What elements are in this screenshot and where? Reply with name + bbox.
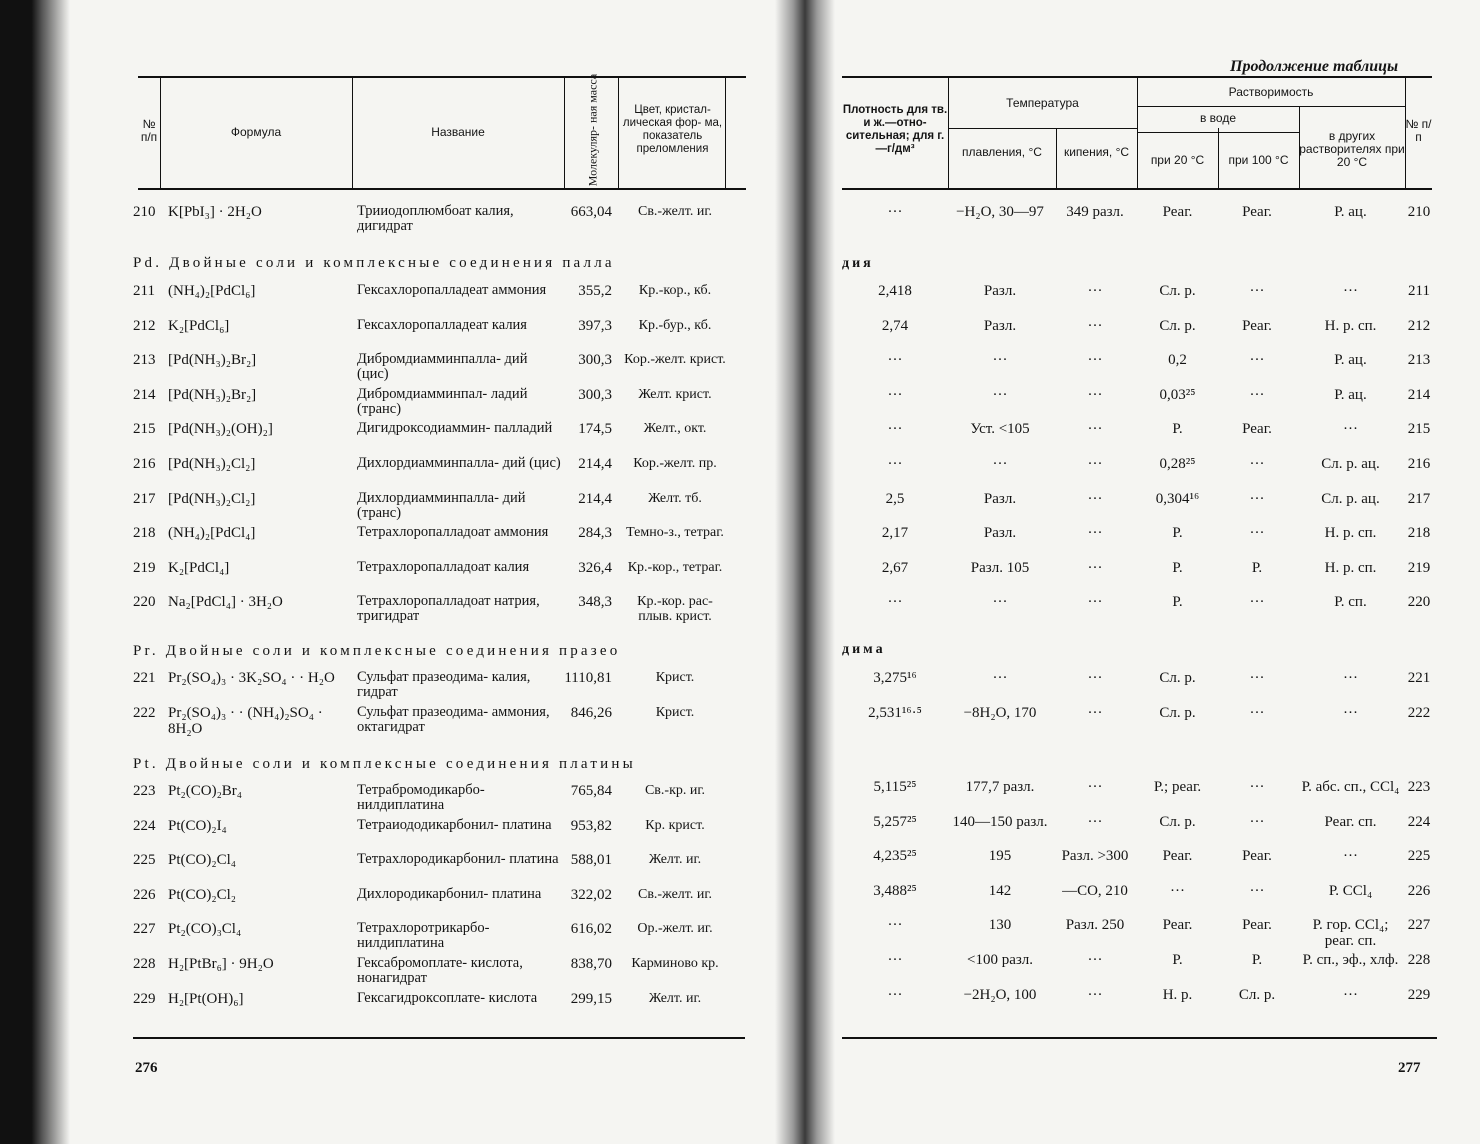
boiling-point: ··· bbox=[1087, 421, 1103, 438]
header-mass-rotated bbox=[573, 73, 613, 187]
melting-point: ··· bbox=[992, 670, 1008, 686]
compound-name: Тетрабромодикарбо- нилдиплатина bbox=[357, 782, 485, 813]
crystal-form: Кор.-желт. пр. bbox=[633, 456, 717, 471]
compound-name: Тетраиододикарбонил- платина bbox=[357, 816, 552, 833]
solubility-100: Сл. р. bbox=[1238, 986, 1276, 1003]
crystal-form: Крист. bbox=[655, 670, 695, 685]
melting-point: ··· bbox=[992, 456, 1008, 472]
crystal-form: Кр.-кор., тетраг. bbox=[627, 559, 723, 575]
row-number-right: 218 bbox=[1407, 525, 1431, 542]
continuation-title: Продолжение таблицы bbox=[1230, 58, 1399, 75]
row-number: 219 bbox=[133, 559, 156, 576]
density: 3,488²⁵ bbox=[873, 882, 917, 899]
header-solubility: Растворимость bbox=[1228, 85, 1314, 99]
boiling-point: ··· bbox=[1087, 952, 1103, 968]
melting-point: 142 bbox=[988, 882, 1012, 899]
boiling-point: ··· bbox=[1087, 559, 1103, 576]
solubility-other: ··· bbox=[1343, 848, 1358, 865]
solubility-100: Реаг. bbox=[1242, 421, 1272, 438]
compound-name: Сульфат празеодима- аммония, октагидрат bbox=[357, 704, 550, 735]
row-number: 215 bbox=[133, 421, 156, 438]
row-number-right: 219 bbox=[1407, 559, 1431, 576]
boiling-point: —CO, 210 bbox=[1062, 882, 1128, 899]
boiling-point: ··· bbox=[1087, 352, 1103, 369]
density: 4,235²⁵ bbox=[873, 848, 917, 865]
solubility-other: ··· bbox=[1343, 670, 1358, 686]
solubility-100: Р. bbox=[1251, 559, 1263, 576]
boiling-point: ··· bbox=[1087, 813, 1103, 830]
header-color: Цвет, кристал- лическая фор- ма, показатель преломления bbox=[622, 104, 723, 155]
solubility-100: ··· bbox=[1249, 352, 1265, 369]
boiling-point: ··· bbox=[1087, 705, 1103, 721]
solubility-other: Н. р. сп. bbox=[1324, 525, 1377, 542]
compound-name: Трииодоплюмбоат калия, дигидрат bbox=[357, 203, 514, 234]
divider bbox=[1137, 106, 1405, 107]
row-number: 214 bbox=[133, 386, 156, 403]
density: ··· bbox=[887, 386, 903, 403]
crystal-form: Кор.-желт. крист. bbox=[624, 352, 726, 368]
solubility-100: ··· bbox=[1249, 594, 1265, 611]
melting-point: Уст. <105 bbox=[970, 421, 1030, 438]
solubility-other: Р. ац. bbox=[1334, 352, 1367, 369]
row-number-right: 215 bbox=[1407, 421, 1431, 438]
melting-point: −2H₂O, 100 bbox=[963, 986, 1037, 1003]
solubility-other: Сл. р. ац. bbox=[1321, 490, 1380, 507]
header-density: Плотность для тв. и ж.—отно- сительная; для г.—г/дм³ bbox=[842, 104, 948, 155]
boiling-point: Разл. >300 bbox=[1061, 848, 1129, 865]
density: 2,5 bbox=[885, 490, 905, 507]
formula: [Pd(NH₃)₂Br₂] bbox=[168, 386, 257, 403]
molecular-mass: 326,4 bbox=[578, 559, 612, 576]
solubility-other: Реаг. сп. bbox=[1324, 813, 1377, 830]
density: 2,67 bbox=[881, 559, 909, 576]
row-number-right: 227 bbox=[1407, 917, 1431, 934]
molecular-mass: 765,84 bbox=[570, 783, 612, 799]
solubility-20: Р. bbox=[1172, 525, 1183, 542]
crystal-form: Желт. иг. bbox=[648, 852, 702, 868]
solubility-100: Р. bbox=[1251, 952, 1263, 968]
header-other-solvents: в других растворителях при 20 °C bbox=[1299, 129, 1405, 169]
solubility-20: Н. р. bbox=[1162, 986, 1193, 1003]
boiling-point: ··· bbox=[1087, 670, 1103, 686]
compound-name: Сульфат празеодима- калия, гидрат bbox=[357, 669, 531, 700]
melting-point: Разл. 105 bbox=[970, 559, 1030, 576]
compound-name: Дихлородикарбонил- платина bbox=[357, 885, 542, 902]
density: ··· bbox=[887, 917, 903, 934]
row-number: 218 bbox=[133, 525, 156, 542]
boiling-point: 349 разл. bbox=[1066, 204, 1124, 220]
solubility-100: ··· bbox=[1249, 705, 1265, 721]
row-number: 224 bbox=[133, 817, 156, 834]
solubility-100: ··· bbox=[1249, 283, 1265, 299]
melting-point: 195 bbox=[988, 848, 1012, 865]
row-number-right: 214 bbox=[1407, 386, 1431, 403]
header-boiling: кипения, °C bbox=[1063, 145, 1130, 159]
compound-name: Гексагидроксоплате- кислота bbox=[357, 989, 538, 1006]
formula: (NH₄)₂[PdCl₄] bbox=[168, 525, 256, 542]
density: ··· bbox=[887, 456, 903, 472]
melting-point: Разл. bbox=[983, 490, 1017, 507]
melting-point: Разл. bbox=[983, 283, 1017, 299]
compound-name: Дихлордиамминпалла- дий (транс) bbox=[357, 489, 526, 521]
solubility-other: Р. абс. сп., CCl₄ bbox=[1301, 779, 1400, 795]
row-number: 221 bbox=[133, 670, 156, 686]
melting-point: 140—150 разл. bbox=[952, 813, 1048, 830]
section-heading-pt: Pt. Двойные соли и комплексные соединения платины bbox=[133, 756, 636, 772]
density: ··· bbox=[887, 421, 903, 438]
formula: [Pd(NH₃)₂Br₂] bbox=[168, 352, 257, 369]
solubility-other: Н. р. сп. bbox=[1324, 559, 1377, 576]
formula: K[PbI₃] · 2H₂O bbox=[168, 204, 262, 220]
section-tail-pr: дима bbox=[842, 642, 886, 657]
solubility-other: Р. сп., эф., хлф. bbox=[1302, 952, 1399, 968]
section-heading-pr: Pr. Двойные соли и комплексные соединения празео bbox=[133, 643, 621, 659]
solubility-100: ··· bbox=[1249, 882, 1265, 899]
solubility-20: ··· bbox=[1170, 882, 1185, 899]
formula: [Pd(NH₃)₂Cl₂] bbox=[168, 490, 256, 507]
solubility-20: Реаг. bbox=[1162, 204, 1193, 220]
solubility-20: 0,2 bbox=[1168, 352, 1187, 369]
header-at-100: при 100 °C bbox=[1228, 153, 1289, 167]
section-tail-pd: дия bbox=[842, 256, 874, 271]
crystal-form: Кр.-кор., кб. bbox=[638, 283, 712, 298]
crystal-form: Желт. крист. bbox=[638, 386, 712, 402]
molecular-mass: 588,01 bbox=[570, 852, 612, 869]
formula: [Pd(NH₃)₂Cl₂] bbox=[168, 456, 256, 472]
molecular-mass: 214,4 bbox=[578, 456, 612, 472]
solubility-20: Сл. р. bbox=[1159, 283, 1196, 299]
formula: Na₂[PdCl₄] · 3H₂O bbox=[168, 594, 283, 611]
row-number: 228 bbox=[133, 956, 156, 972]
row-number: 213 bbox=[133, 352, 156, 369]
boiling-point: ··· bbox=[1087, 986, 1103, 1003]
crystal-form: Св.-кр. иг. bbox=[644, 783, 706, 798]
table-bottom-rule bbox=[133, 1037, 745, 1039]
header-no: № п/п bbox=[140, 117, 158, 144]
crystal-form: Крист. bbox=[655, 705, 695, 720]
solubility-20: Р.; реаг. bbox=[1153, 779, 1202, 795]
melting-point: <100 разл. bbox=[966, 952, 1034, 968]
header-no-right: № п/п bbox=[1405, 117, 1432, 144]
solubility-20: Сл. р. bbox=[1159, 705, 1196, 721]
crystal-form: Желт. иг. bbox=[648, 990, 702, 1006]
molecular-mass: 838,70 bbox=[570, 956, 612, 972]
density: 2,531¹⁶·⁵ bbox=[868, 705, 922, 721]
molecular-mass: 397,3 bbox=[578, 317, 612, 334]
compound-name: Дибромдиамминпалла- дий (цис) bbox=[357, 351, 528, 383]
melting-point: Разл. bbox=[983, 317, 1017, 334]
density: ··· bbox=[887, 594, 903, 611]
solubility-100: ··· bbox=[1249, 456, 1265, 472]
book-gutter-shadow bbox=[775, 0, 835, 1144]
divider bbox=[725, 78, 726, 188]
melting-point: −8H₂O, 170 bbox=[963, 705, 1037, 721]
solubility-100: Реаг. bbox=[1242, 848, 1272, 865]
molecular-mass: 1110,81 bbox=[564, 670, 612, 686]
row-number-right: 212 bbox=[1407, 317, 1431, 334]
crystal-form: Св.-желт. иг. bbox=[637, 204, 713, 219]
section-heading-pd: Pd. Двойные соли и комплексные соединения палла bbox=[133, 255, 615, 271]
solubility-100: ··· bbox=[1249, 813, 1265, 830]
boiling-point: ··· bbox=[1087, 317, 1103, 334]
compound-name: Гексахлоропалладеат калия bbox=[357, 316, 527, 333]
formula: Pr₂(SO₄)₃ · · (NH₄)₂SO₄ · 8H₂O bbox=[168, 705, 323, 737]
melting-point: Разл. bbox=[983, 525, 1017, 542]
crystal-form: Ор.-желт. иг. bbox=[637, 921, 713, 937]
boiling-point: ··· bbox=[1087, 594, 1103, 611]
solubility-other: ··· bbox=[1343, 986, 1358, 1003]
formula: Pt₂(CO)₂Br₄ bbox=[168, 783, 243, 799]
row-number-right: 221 bbox=[1407, 670, 1431, 686]
solubility-100: ··· bbox=[1249, 525, 1265, 542]
solubility-other: Р. гор. CCl₄; реаг. сп. bbox=[1312, 917, 1389, 950]
molecular-mass: 663,04 bbox=[570, 204, 612, 220]
solubility-20: Р. bbox=[1172, 952, 1183, 968]
density: 3,275¹⁶ bbox=[873, 670, 917, 686]
header-formula: Формула bbox=[230, 125, 282, 139]
boiling-point: ··· bbox=[1087, 779, 1103, 795]
density: ··· bbox=[887, 204, 903, 220]
crystal-form: Кр. крист. bbox=[645, 817, 705, 833]
molecular-mass: 214,4 bbox=[578, 490, 612, 507]
compound-name: Тетрахлородикарбонил- платина bbox=[357, 851, 559, 868]
molecular-mass: 846,26 bbox=[570, 705, 612, 721]
solubility-other: ··· bbox=[1343, 283, 1358, 299]
book-binding-shadow bbox=[0, 0, 70, 1144]
solubility-100: ··· bbox=[1249, 386, 1265, 403]
divider bbox=[948, 128, 1137, 129]
row-number: 211 bbox=[133, 283, 155, 299]
solubility-100: ··· bbox=[1249, 779, 1265, 795]
crystal-form: Желт. тб. bbox=[648, 490, 702, 506]
formula: Pr₂(SO₄)₃ · 3K₂SO₄ · · H₂O bbox=[168, 670, 335, 686]
molecular-mass: 348,3 bbox=[578, 594, 612, 611]
molecular-mass: 322,02 bbox=[570, 886, 612, 903]
divider bbox=[948, 78, 949, 188]
divider bbox=[618, 78, 619, 188]
row-number: 223 bbox=[133, 783, 156, 799]
molecular-mass: 300,3 bbox=[578, 386, 612, 403]
crystal-form: Кр.-кор. рас- плыв. крист. bbox=[637, 594, 713, 625]
row-number-right: 210 bbox=[1407, 204, 1431, 220]
solubility-other: ··· bbox=[1343, 421, 1358, 438]
solubility-20: Р. bbox=[1172, 594, 1183, 611]
compound-name: Дибромдиамминпал- ладий (транс) bbox=[357, 385, 528, 417]
row-number-right: 225 bbox=[1407, 848, 1431, 865]
density: 2,418 bbox=[878, 283, 912, 299]
density: 5,257²⁵ bbox=[873, 813, 917, 830]
molecular-mass: 300,3 bbox=[578, 352, 612, 369]
compound-name: Тетрахлоротрикарбо- нилдиплатина bbox=[357, 920, 490, 952]
solubility-100: ··· bbox=[1249, 490, 1265, 507]
density: ··· bbox=[887, 352, 903, 369]
solubility-other: Р. сп. bbox=[1334, 594, 1367, 611]
crystal-form: Карминово кр. bbox=[631, 956, 719, 971]
row-number: 216 bbox=[133, 456, 156, 472]
page-number-right: 277 bbox=[1398, 1060, 1421, 1076]
row-number: 226 bbox=[133, 886, 156, 903]
boiling-point: ··· bbox=[1087, 456, 1103, 472]
melting-point: 130 bbox=[988, 917, 1012, 934]
density: 2,17 bbox=[881, 525, 909, 542]
melting-point: 177,7 разл. bbox=[965, 779, 1035, 795]
solubility-20: Сл. р. bbox=[1159, 317, 1196, 334]
header-in-water: в воде bbox=[1199, 111, 1237, 125]
solubility-20: Сл. р. bbox=[1159, 670, 1196, 686]
row-number-right: 223 bbox=[1407, 779, 1431, 795]
solubility-100: Реаг. bbox=[1242, 317, 1272, 334]
row-number-right: 228 bbox=[1407, 952, 1431, 968]
header-name: Название bbox=[431, 125, 485, 139]
row-number-right: 216 bbox=[1407, 456, 1431, 472]
row-number-right: 211 bbox=[1408, 283, 1430, 299]
row-number: 210 bbox=[133, 204, 156, 220]
row-number: 212 bbox=[133, 317, 156, 334]
row-number-right: 229 bbox=[1407, 986, 1431, 1003]
solubility-20: Реаг. bbox=[1162, 848, 1193, 865]
formula: Pt(CO)₂Cl₄ bbox=[168, 852, 236, 869]
melting-point: ··· bbox=[992, 594, 1008, 611]
row-number: 220 bbox=[133, 594, 156, 611]
formula: H₂[Pt(OH)₆] bbox=[168, 990, 244, 1007]
solubility-20: Реаг. bbox=[1162, 917, 1193, 934]
solubility-20: 0,304¹⁶ bbox=[1155, 490, 1200, 507]
solubility-20: 0,03²⁵ bbox=[1159, 386, 1196, 403]
compound-name: Тетрахлоропалладоат калия bbox=[357, 558, 530, 575]
melting-point: ··· bbox=[992, 386, 1008, 403]
solubility-20: Р. bbox=[1172, 421, 1183, 438]
divider bbox=[1137, 132, 1299, 133]
formula: K₂[PdCl₆] bbox=[168, 317, 230, 334]
solubility-other: ··· bbox=[1343, 705, 1358, 721]
header-temperature: Температура bbox=[1006, 96, 1079, 110]
row-number-right: 224 bbox=[1407, 813, 1431, 830]
formula: Pt(CO)₂I₄ bbox=[168, 817, 227, 834]
compound-name: Гексахлоропалладеат аммония bbox=[357, 282, 547, 298]
solubility-100: Реаг. bbox=[1242, 204, 1272, 220]
boiling-point: Разл. 250 bbox=[1065, 917, 1125, 934]
compound-name: Тетрахлоропалладоат натрия, тригидрат bbox=[357, 593, 540, 625]
crystal-form: Желт., окт. bbox=[643, 421, 707, 437]
compound-name: Дигидроксодиаммин- палладий bbox=[357, 420, 553, 437]
melting-point: −H₂O, 30—97 bbox=[956, 204, 1044, 220]
solubility-other: Сл. р. ац. bbox=[1321, 456, 1380, 472]
row-number-right: 222 bbox=[1407, 705, 1431, 721]
row-number: 217 bbox=[133, 490, 156, 507]
formula: Pt(CO)₂Cl₂ bbox=[168, 886, 236, 903]
crystal-form: Темно-з., тетраг. bbox=[626, 525, 724, 541]
molecular-mass: 616,02 bbox=[570, 921, 612, 938]
header-at-20: при 20 °C bbox=[1150, 153, 1205, 167]
formula: [Pd(NH₃)₂(OH)₂] bbox=[168, 421, 273, 438]
compound-name: Дихлордиамминпалла- дий (цис) bbox=[357, 455, 561, 471]
molecular-mass: 174,5 bbox=[578, 421, 612, 438]
divider bbox=[564, 78, 565, 188]
header-melting: плавления, °C bbox=[962, 145, 1042, 159]
density: ··· bbox=[887, 986, 903, 1003]
solubility-other: Р. ац. bbox=[1334, 204, 1367, 220]
header-mass: Молекуляр- ная масса bbox=[585, 73, 600, 187]
formula: (NH₄)₂[PdCl₆] bbox=[168, 283, 256, 299]
row-number: 229 bbox=[133, 990, 156, 1007]
left-table-header bbox=[138, 73, 746, 190]
row-number-right: 217 bbox=[1407, 490, 1431, 507]
table-bottom-rule-right bbox=[842, 1037, 1437, 1039]
row-number: 222 bbox=[133, 705, 156, 721]
page-number-left: 276 bbox=[135, 1060, 158, 1076]
compound-name: Тетрахлоропалладоат аммония bbox=[357, 524, 549, 541]
density: 2,74 bbox=[881, 317, 909, 334]
melting-point: ··· bbox=[992, 352, 1008, 369]
molecular-mass: 355,2 bbox=[578, 283, 612, 299]
right-table-header bbox=[842, 76, 1432, 190]
solubility-100: Реаг. bbox=[1242, 917, 1272, 934]
solubility-20: 0,28²⁵ bbox=[1159, 456, 1196, 472]
solubility-other: Р. ац. bbox=[1334, 386, 1367, 403]
boiling-point: ··· bbox=[1087, 386, 1103, 403]
row-number-right: 220 bbox=[1407, 594, 1431, 611]
boiling-point: ··· bbox=[1087, 490, 1103, 507]
solubility-100: ··· bbox=[1249, 670, 1265, 686]
molecular-mass: 284,3 bbox=[578, 525, 612, 542]
solubility-other: Н. р. сп. bbox=[1324, 317, 1377, 334]
crystal-form: Кр.-бур., кб. bbox=[638, 317, 712, 333]
molecular-mass: 953,82 bbox=[570, 817, 612, 834]
solubility-20: Р. bbox=[1172, 559, 1183, 576]
formula: H₂[PtBr₆] · 9H₂O bbox=[168, 956, 274, 972]
molecular-mass: 299,15 bbox=[570, 990, 612, 1007]
row-number: 227 bbox=[133, 921, 156, 938]
formula: Pt₂(CO)₃Cl₄ bbox=[168, 921, 242, 938]
row-number: 225 bbox=[133, 852, 156, 869]
solubility-other: Р. CCl₄ bbox=[1328, 882, 1373, 899]
density: 5,115²⁵ bbox=[873, 779, 917, 795]
density: ··· bbox=[887, 952, 903, 968]
formula: K₂[PdCl₄] bbox=[168, 559, 230, 576]
solubility-20: Сл. р. bbox=[1159, 813, 1196, 830]
boiling-point: ··· bbox=[1087, 525, 1103, 542]
row-number-right: 213 bbox=[1407, 352, 1431, 369]
row-number-right: 226 bbox=[1407, 882, 1431, 899]
crystal-form: Св.-желт. иг. bbox=[637, 886, 713, 902]
boiling-point: ··· bbox=[1087, 283, 1103, 299]
compound-name: Гексабромоплате- кислота, нонагидрат bbox=[357, 955, 523, 986]
